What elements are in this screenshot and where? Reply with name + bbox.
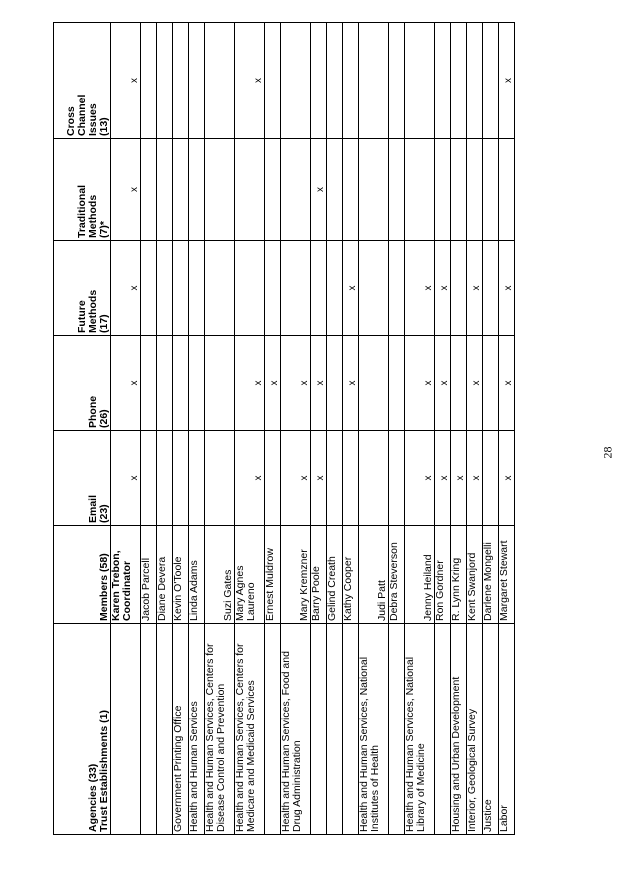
future-cell: [235, 241, 265, 336]
future-cell: [327, 241, 343, 336]
agency-cell: Interior, Geological Survey: [467, 624, 483, 835]
table-row: [389, 23, 405, 835]
future-cell: [311, 241, 327, 336]
cross-cell: [265, 23, 281, 139]
header-row: [54, 23, 111, 835]
traditional-cell: [483, 139, 499, 241]
traditional-cell: [265, 139, 281, 241]
agency-cell: Health and Human Services, Centers for Medicare and Medicaid Services: [235, 624, 265, 835]
agency-cell: [389, 624, 405, 835]
header-traditional-methods: Traditional Methods (7)*: [54, 139, 111, 241]
future-cell: x: [405, 241, 435, 336]
future-cell: [281, 241, 311, 336]
member-cell: Gelind Creath: [327, 526, 343, 624]
traditional-cell: [141, 139, 157, 241]
header-members: Members (58): [54, 526, 111, 624]
phone-cell: [189, 336, 205, 431]
table-row: [173, 23, 189, 835]
future-cell: x: [343, 241, 359, 336]
table-row: [467, 23, 483, 835]
member-cell: Jenny Heiland: [405, 526, 435, 624]
table-row: [311, 23, 327, 835]
header-agencies: Agencies (33) Trust Establishments (1): [54, 624, 111, 835]
cross-cell: x: [499, 23, 515, 139]
future-cell: [141, 241, 157, 336]
table-row: [265, 23, 281, 835]
member-cell: Kevin O'Toole: [173, 526, 189, 624]
email-cell: x: [435, 431, 451, 526]
email-cell: [205, 431, 235, 526]
phone-cell: x: [499, 336, 515, 431]
traditional-cell: [467, 139, 483, 241]
cross-cell: [205, 23, 235, 139]
table-row: [141, 23, 157, 835]
table-row: [483, 23, 499, 835]
agency-cell: Labor: [499, 624, 515, 835]
member-cell: Judi Patt: [359, 526, 389, 624]
agency-cell: Justice: [483, 624, 499, 835]
table-row: [205, 23, 235, 835]
table-row: [327, 23, 343, 835]
future-cell: [173, 241, 189, 336]
agency-cell: [111, 624, 141, 835]
table-row: [189, 23, 205, 835]
future-cell: x: [111, 241, 141, 336]
phone-cell: x: [265, 336, 281, 431]
table-row: [235, 23, 265, 835]
agency-cell: Health and Human Services, National Library of Medicine: [405, 624, 435, 835]
traditional-cell: [281, 139, 311, 241]
member-cell: Kathy Cooper: [343, 526, 359, 624]
member-cell: Margaret Stewart: [499, 526, 515, 624]
email-cell: x: [281, 431, 311, 526]
table-row: [281, 23, 311, 835]
agency-cell: Health and Human Services, National Institutes of Health: [359, 624, 389, 835]
future-cell: [483, 241, 499, 336]
cross-cell: [141, 23, 157, 139]
cross-cell: x: [111, 23, 141, 139]
member-cell: Barry Poole: [311, 526, 327, 624]
table-row: [435, 23, 451, 835]
traditional-cell: [499, 139, 515, 241]
header-future-methods: Future Methods (17): [54, 241, 111, 336]
phone-cell: x: [311, 336, 327, 431]
future-cell: [451, 241, 467, 336]
phone-cell: [157, 336, 173, 431]
member-cell: Suzi Gates: [205, 526, 235, 624]
phone-cell: x: [281, 336, 311, 431]
email-cell: x: [499, 431, 515, 526]
cross-cell: [281, 23, 311, 139]
phone-cell: x: [435, 336, 451, 431]
traditional-cell: [359, 139, 389, 241]
traditional-cell: x: [311, 139, 327, 241]
member-cell: Ernest Muldrow: [265, 526, 281, 624]
future-cell: x: [467, 241, 483, 336]
email-cell: [483, 431, 499, 526]
email-cell: [173, 431, 189, 526]
cross-cell: [173, 23, 189, 139]
traditional-cell: [173, 139, 189, 241]
table-row: [405, 23, 435, 835]
email-cell: x: [111, 431, 141, 526]
rotated-table-container: [53, 23, 514, 835]
email-cell: [157, 431, 173, 526]
future-cell: [157, 241, 173, 336]
agency-cell: [141, 624, 157, 835]
member-cell: Diane Devera: [157, 526, 173, 624]
agency-cell: [157, 624, 173, 835]
email-cell: x: [451, 431, 467, 526]
email-cell: [189, 431, 205, 526]
member-cell: Darlene Mongelli: [483, 526, 499, 624]
table-row: [111, 23, 141, 835]
email-cell: x: [235, 431, 265, 526]
table-row: [499, 23, 515, 835]
cross-cell: [389, 23, 405, 139]
future-cell: [189, 241, 205, 336]
cross-cell: [327, 23, 343, 139]
future-cell: [359, 241, 389, 336]
phone-cell: x: [343, 336, 359, 431]
member-cell: Linda Adams: [189, 526, 205, 624]
future-cell: x: [435, 241, 451, 336]
agency-cell: [435, 624, 451, 835]
future-cell: [205, 241, 235, 336]
cross-cell: [311, 23, 327, 139]
future-cell: [265, 241, 281, 336]
page-number: 28: [600, 446, 615, 459]
header-cross-channel: Cross Channel Issues (13): [54, 23, 111, 139]
phone-cell: x: [405, 336, 435, 431]
member-cell: R. Lynn Kring: [451, 526, 467, 624]
member-cell: Jacob Parcell: [141, 526, 157, 624]
cross-cell: [359, 23, 389, 139]
traditional-cell: [389, 139, 405, 241]
future-cell: [389, 241, 405, 336]
agency-cell: Housing and Urban Development: [451, 624, 467, 835]
traditional-cell: [451, 139, 467, 241]
future-cell: x: [499, 241, 515, 336]
traditional-cell: [405, 139, 435, 241]
table-row: [343, 23, 359, 835]
table-row: [359, 23, 389, 835]
cross-cell: [467, 23, 483, 139]
email-cell: [327, 431, 343, 526]
cross-cell: [451, 23, 467, 139]
cross-cell: x: [235, 23, 265, 139]
email-cell: x: [405, 431, 435, 526]
email-cell: [265, 431, 281, 526]
member-cell: Kent Swanjord: [467, 526, 483, 624]
agency-cell: [343, 624, 359, 835]
header-email: Email (23): [54, 431, 111, 526]
traditional-cell: [235, 139, 265, 241]
phone-cell: x: [111, 336, 141, 431]
phone-cell: [205, 336, 235, 431]
member-cell: Mary Kremzner: [281, 526, 311, 624]
member-cell: Debra Steverson: [389, 526, 405, 624]
phone-cell: [389, 336, 405, 431]
phone-cell: x: [235, 336, 265, 431]
agency-cell: [327, 624, 343, 835]
traditional-cell: [327, 139, 343, 241]
member-cell: Karen Trebon, Coordinator: [111, 526, 141, 624]
email-cell: [343, 431, 359, 526]
member-cell: Ron Gordner: [435, 526, 451, 624]
phone-cell: [483, 336, 499, 431]
cross-cell: [435, 23, 451, 139]
phone-cell: [173, 336, 189, 431]
agency-cell: Health and Human Services, Centers for Disease Control and Prevention: [205, 624, 235, 835]
phone-cell: [451, 336, 467, 431]
traditional-cell: [157, 139, 173, 241]
cross-cell: [483, 23, 499, 139]
member-cell: Mary Agnes Laureno: [235, 526, 265, 624]
phone-cell: [359, 336, 389, 431]
email-cell: x: [467, 431, 483, 526]
members-table: [53, 22, 515, 835]
email-cell: [359, 431, 389, 526]
header-phone: Phone (26): [54, 336, 111, 431]
table-row: [451, 23, 467, 835]
cross-cell: [157, 23, 173, 139]
traditional-cell: [435, 139, 451, 241]
traditional-cell: [343, 139, 359, 241]
traditional-cell: [205, 139, 235, 241]
agency-cell: Health and Human Services: [189, 624, 205, 835]
traditional-cell: [189, 139, 205, 241]
table-row: [157, 23, 173, 835]
email-cell: [389, 431, 405, 526]
cross-cell: [189, 23, 205, 139]
cross-cell: [343, 23, 359, 139]
phone-cell: x: [467, 336, 483, 431]
agency-cell: [311, 624, 327, 835]
phone-cell: [327, 336, 343, 431]
traditional-cell: x: [111, 139, 141, 241]
phone-cell: [141, 336, 157, 431]
email-cell: x: [311, 431, 327, 526]
email-cell: [141, 431, 157, 526]
agency-cell: Government Printing Office: [173, 624, 189, 835]
cross-cell: [405, 23, 435, 139]
agency-cell: Health and Human Services, Food and Drug Administration: [281, 624, 311, 835]
agency-cell: [265, 624, 281, 835]
